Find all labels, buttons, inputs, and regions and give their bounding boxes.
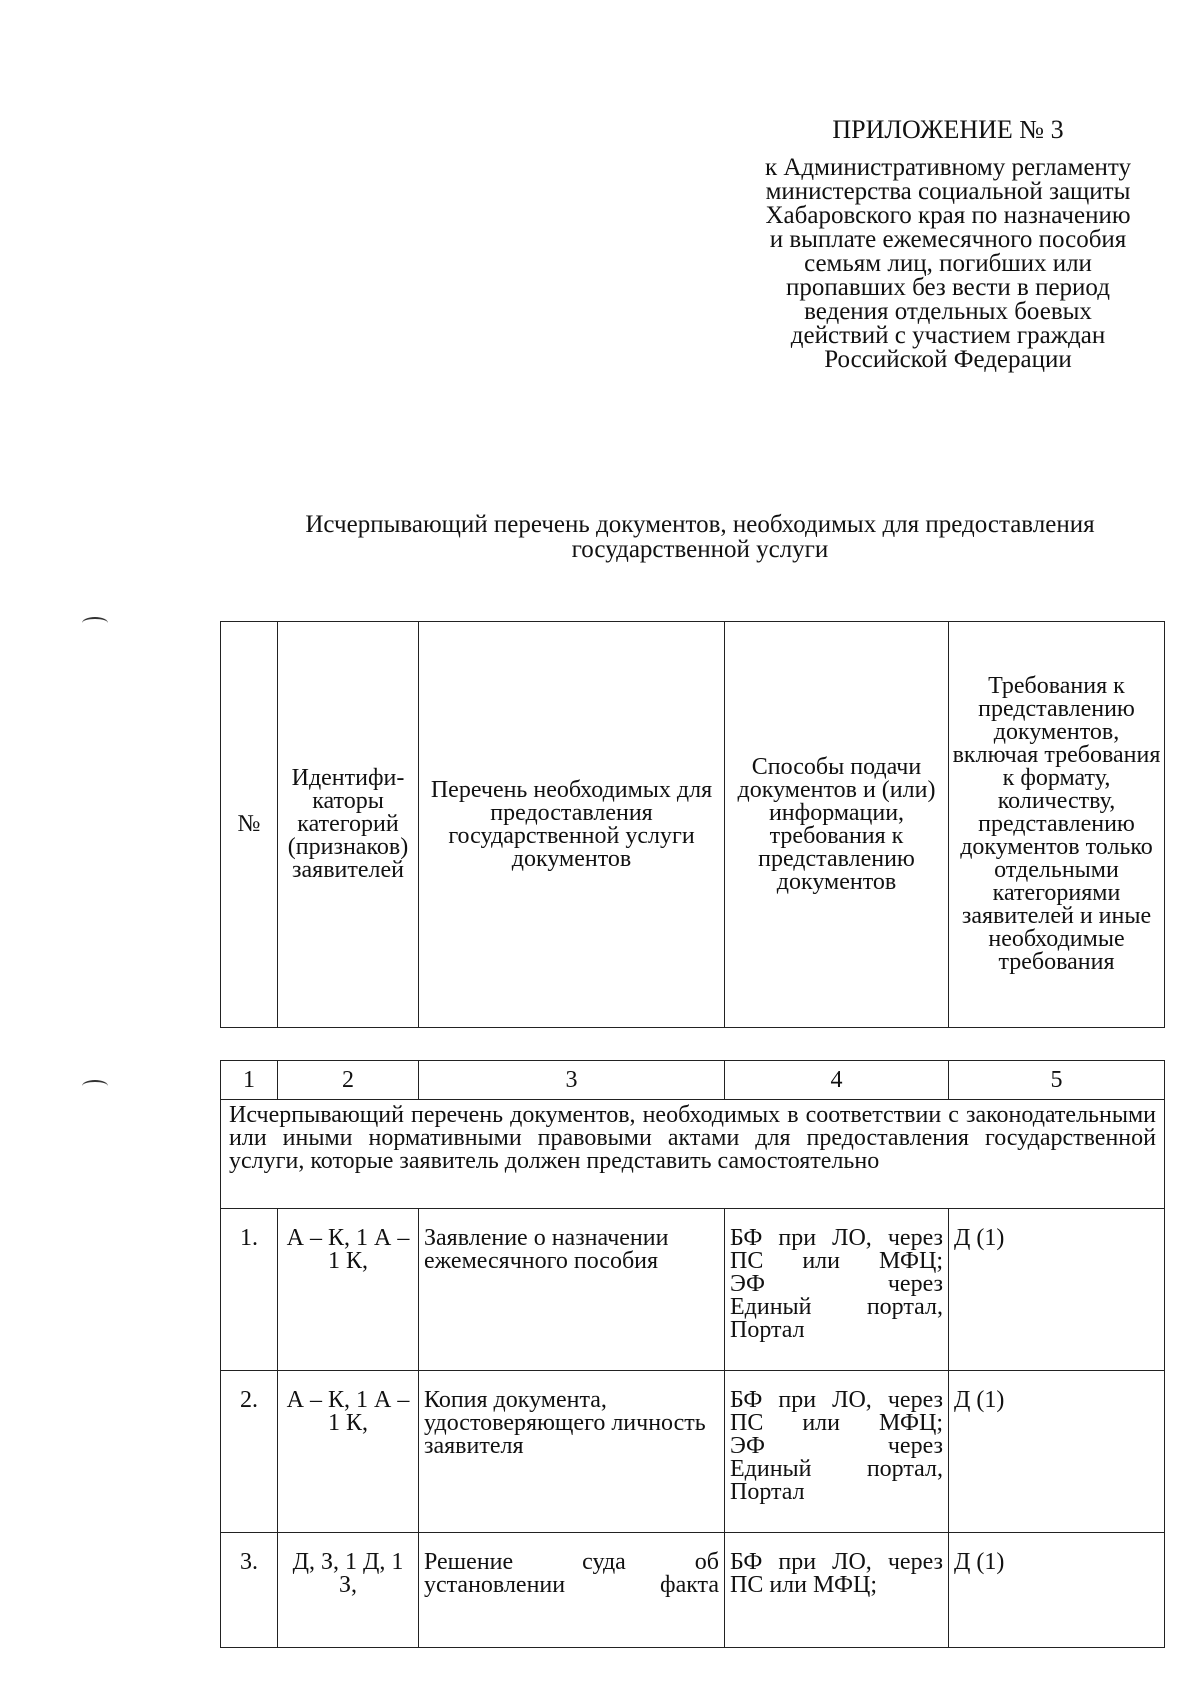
document-title-line: Исчерпывающий перечень документов, необходимых для предоставления bbox=[305, 511, 1095, 538]
row-number: 3. bbox=[221, 1533, 278, 1648]
document-title bbox=[200, 512, 1200, 562]
row-method-line: Портал bbox=[730, 1317, 805, 1343]
table-row bbox=[221, 1371, 1165, 1533]
header-identifiers: Идентифи-каторы категорий (признаков) заявителей bbox=[278, 622, 419, 1028]
scan-mark bbox=[82, 1080, 108, 1092]
section-text: Исчерпывающий перечень документов, необходимых в соответствии с законодательными или иными нормативными правовыми актами для предоставления государственной услуги, которые заявитель должен представить самостоятельно bbox=[221, 1100, 1165, 1209]
document-title-line: государственной услуги bbox=[571, 536, 829, 563]
row-method-line: Единый портал, bbox=[730, 1456, 943, 1482]
row-method bbox=[725, 1533, 949, 1648]
appendix-line: министерства социальной защиты bbox=[765, 178, 1131, 205]
row-method-line: БФ при ЛО, через bbox=[730, 1387, 943, 1413]
row-document bbox=[419, 1533, 725, 1648]
appendix-line: к Административному регламенту bbox=[764, 154, 1132, 181]
header-documents: Перечень необходимых для предоставления государственной услуги документов bbox=[419, 622, 725, 1028]
row-method-line: ЭФ через bbox=[730, 1271, 943, 1297]
row-method-line: БФ при ЛО, через bbox=[730, 1225, 943, 1251]
row-method-line: ПС или МФЦ; bbox=[730, 1572, 877, 1598]
header-requirements: Требования к представлению документов, включая требования к формату, количеству, представлению документов только отдельными категориями заявителей и иные необходимые требования bbox=[949, 622, 1165, 1028]
table-row bbox=[221, 1209, 1165, 1371]
row-number: 1. bbox=[221, 1209, 278, 1371]
appendix-heading: ПРИЛОЖЕНИЕ № 3 bbox=[832, 115, 1064, 144]
row-identifiers: Д, З, 1 Д, 1 З, bbox=[278, 1533, 419, 1648]
row-document: Копия документа, удостоверяющего личность заявителя bbox=[419, 1371, 725, 1533]
header-number: № bbox=[221, 622, 278, 1028]
appendix-line: пропавших без вести в период bbox=[786, 274, 1110, 301]
row-method-line: ПС или МФЦ; bbox=[730, 1248, 943, 1274]
row-document: Заявление о назначении ежемесячного пособия bbox=[419, 1209, 725, 1371]
documents-table bbox=[220, 1060, 1165, 1648]
row-identifiers: А – К, 1 А – 1 К, bbox=[278, 1209, 419, 1371]
column-number: 5 bbox=[949, 1061, 1165, 1100]
table-row bbox=[221, 1533, 1165, 1648]
row-method-line: Единый портал, bbox=[730, 1294, 943, 1320]
row-requirement: Д (1) bbox=[949, 1371, 1165, 1533]
column-number-row bbox=[221, 1061, 1165, 1100]
row-method-line: ЭФ через bbox=[730, 1433, 943, 1459]
appendix-line: ведения отдельных боевых bbox=[804, 298, 1092, 325]
row-method bbox=[725, 1209, 949, 1371]
column-number: 1 bbox=[221, 1061, 278, 1100]
section-row bbox=[221, 1100, 1165, 1209]
row-method-line: БФ при ЛО, через bbox=[730, 1549, 943, 1575]
appendix-line: и выплате ежемесячного пособия bbox=[769, 226, 1127, 253]
row-requirement: Д (1) bbox=[949, 1533, 1165, 1648]
appendix-block bbox=[728, 115, 1168, 373]
appendix-line: семьям лиц, погибших или bbox=[804, 250, 1092, 277]
appendix-line: действий с участием граждан bbox=[790, 322, 1106, 349]
column-number: 4 bbox=[725, 1061, 949, 1100]
row-document-line: Решение суда об bbox=[424, 1549, 719, 1575]
row-document-line: установлении факта bbox=[424, 1572, 719, 1598]
header-table bbox=[220, 621, 1165, 1028]
row-method-line: ПС или МФЦ; bbox=[730, 1410, 943, 1436]
row-method-line: Портал bbox=[730, 1479, 805, 1505]
row-identifiers: А – К, 1 А – 1 К, bbox=[278, 1371, 419, 1533]
scan-mark bbox=[82, 617, 108, 629]
row-method bbox=[725, 1371, 949, 1533]
appendix-line: Российской Федерации bbox=[824, 346, 1072, 373]
row-number: 2. bbox=[221, 1371, 278, 1533]
header-methods: Способы подачи документов и (или) информации, требования к представлению документов bbox=[725, 622, 949, 1028]
column-number: 3 bbox=[419, 1061, 725, 1100]
row-requirement: Д (1) bbox=[949, 1209, 1165, 1371]
appendix-line: Хабаровского края по назначению bbox=[765, 202, 1131, 229]
column-number: 2 bbox=[278, 1061, 419, 1100]
